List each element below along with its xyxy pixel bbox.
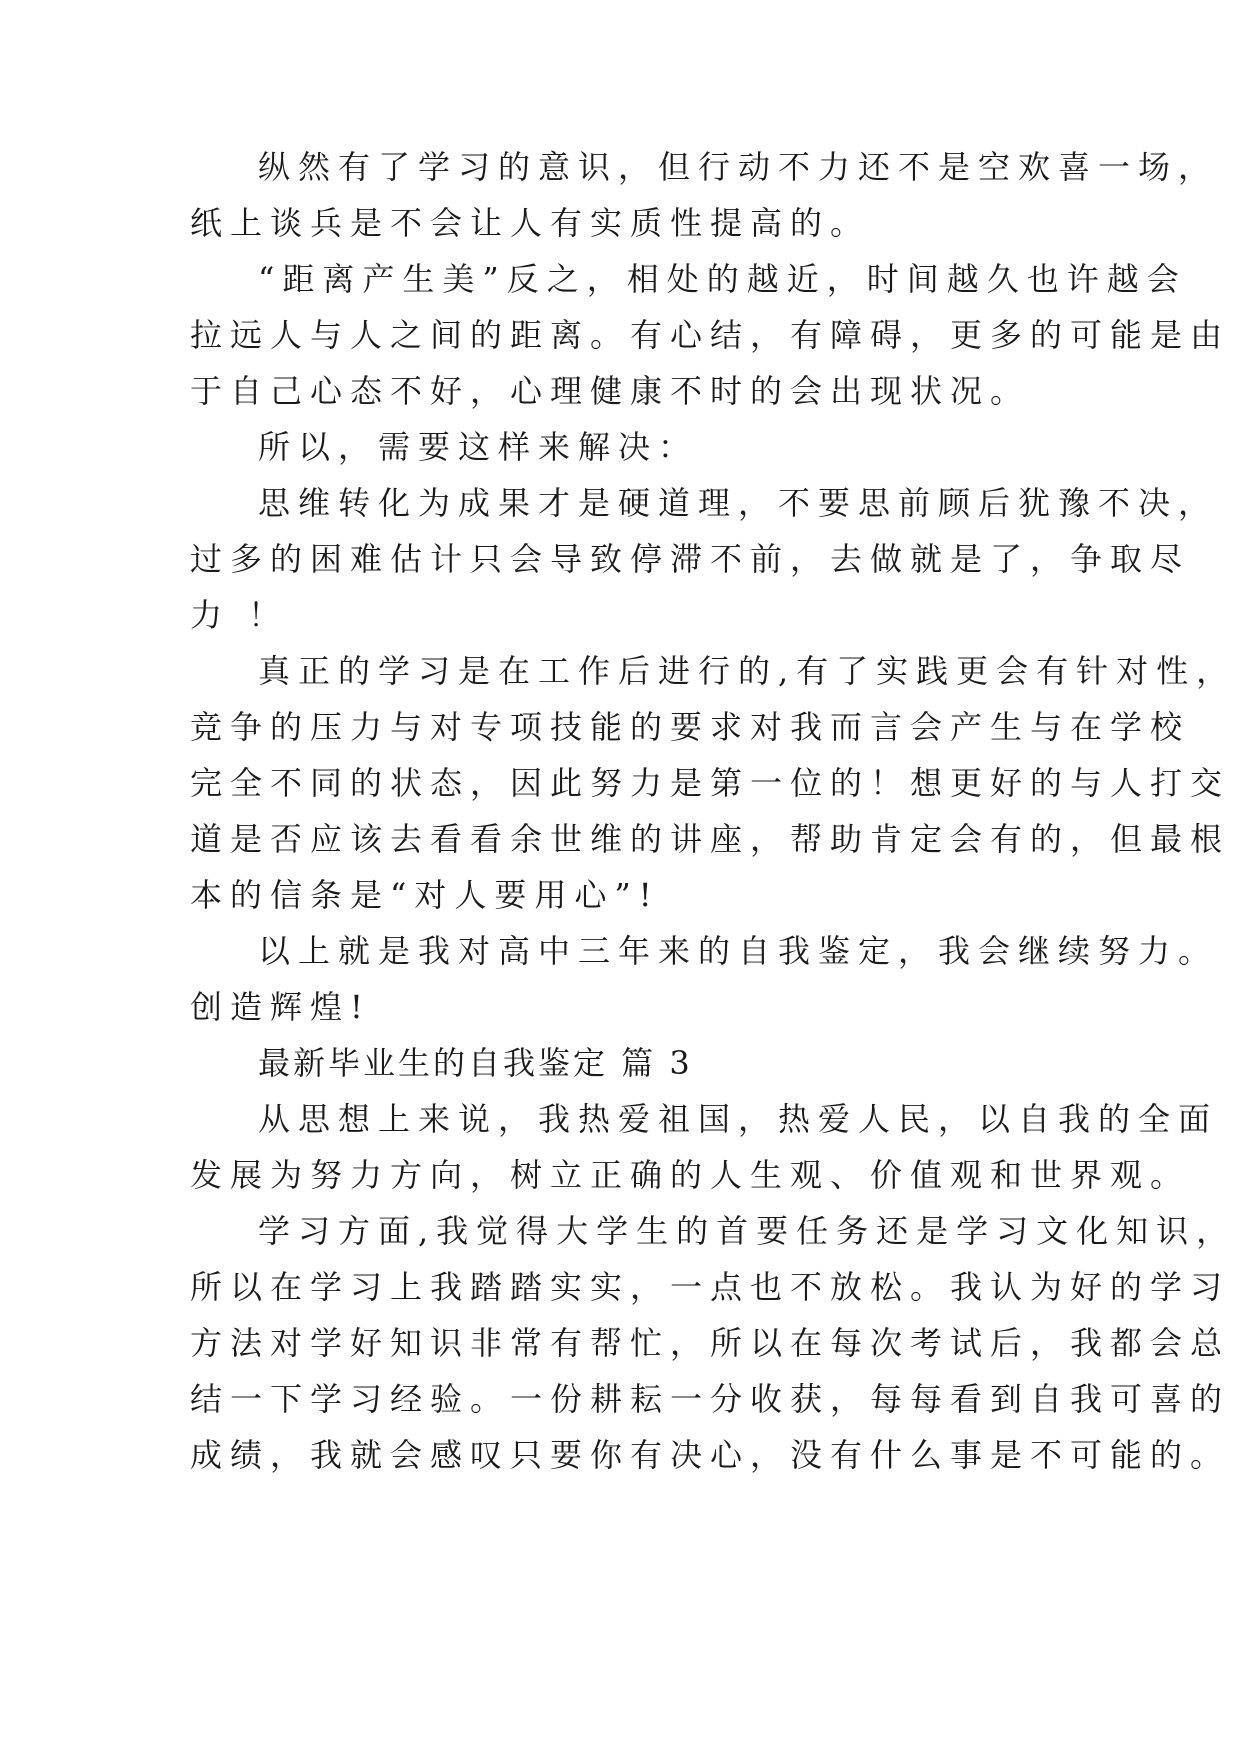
paragraph-line: 纸上谈兵是不会让人有实质性提高的。: [190, 204, 871, 242]
paragraph-line: 成绩，我就会感叹只要你有决心，没有什么事是不可能的。: [190, 1436, 1231, 1474]
paragraph-line: 思维转化为成果才是硬道理，不要思前顾后犹豫不决，: [258, 484, 1219, 522]
paragraph-line: 道是否应该去看看余世维的讲座，帮助肯定会有的，但最根: [190, 820, 1231, 858]
paragraph-line: 方法对学好知识非常有帮忙，所以在每次考试后，我都会总: [190, 1324, 1231, 1362]
paragraph-line: 于自己心态不好，心理健康不时的会出现状况。: [190, 372, 1031, 410]
paragraph-line: 本的信条是“对人要用心”!: [190, 876, 660, 914]
paragraph-line: 过多的困难估计只会导致停滞不前，去做就是了，争取尽: [190, 540, 1191, 578]
paragraph-line: 所以在学习上我踏踏实实，一点也不放松。我认为好的学习: [190, 1268, 1231, 1306]
paragraph-line: 结一下学习经验。一份耕耘一分收获，每每看到自我可喜的: [190, 1380, 1231, 1418]
paragraph-line: 真正的学习是在工作后进行的,有了实践更会有针对性，: [258, 652, 1237, 690]
paragraph-line: 完全不同的状态，因此努力是第一位的！想更好的与人打交: [190, 764, 1231, 802]
paragraph-line: 发展为努力方向，树立正确的人生观、价值观和世界观。: [190, 1156, 1191, 1194]
section-heading: 最新毕业生的自我鉴定 篇 3: [258, 1044, 693, 1082]
paragraph-line: “距离产生美”反之，相处的越近，时间越久也许越会: [258, 260, 1187, 298]
paragraph-line: 从思想上来说，我热爱祖国，热爱人民，以自我的全面: [258, 1100, 1219, 1138]
paragraph-line: 创造辉煌!: [190, 988, 371, 1026]
paragraph-line: 竞争的压力与对专项技能的要求对我而言会产生与在学校: [190, 708, 1191, 746]
paragraph-line: 所以，需要这样来解决：: [258, 428, 699, 466]
paragraph-line: 学习方面,我觉得大学生的首要任务还是学习文化知识，: [258, 1212, 1237, 1250]
paragraph-line: 纵然有了学习的意识，但行动不力还不是空欢喜一场，: [258, 148, 1219, 186]
paragraph-line: 拉远人与人之间的距离。有心结，有障碍，更多的可能是由: [190, 316, 1231, 354]
paragraph-line: 以上就是我对高中三年来的自我鉴定，我会继续努力。: [258, 932, 1219, 970]
paragraph-line: 力 ！: [190, 596, 289, 634]
